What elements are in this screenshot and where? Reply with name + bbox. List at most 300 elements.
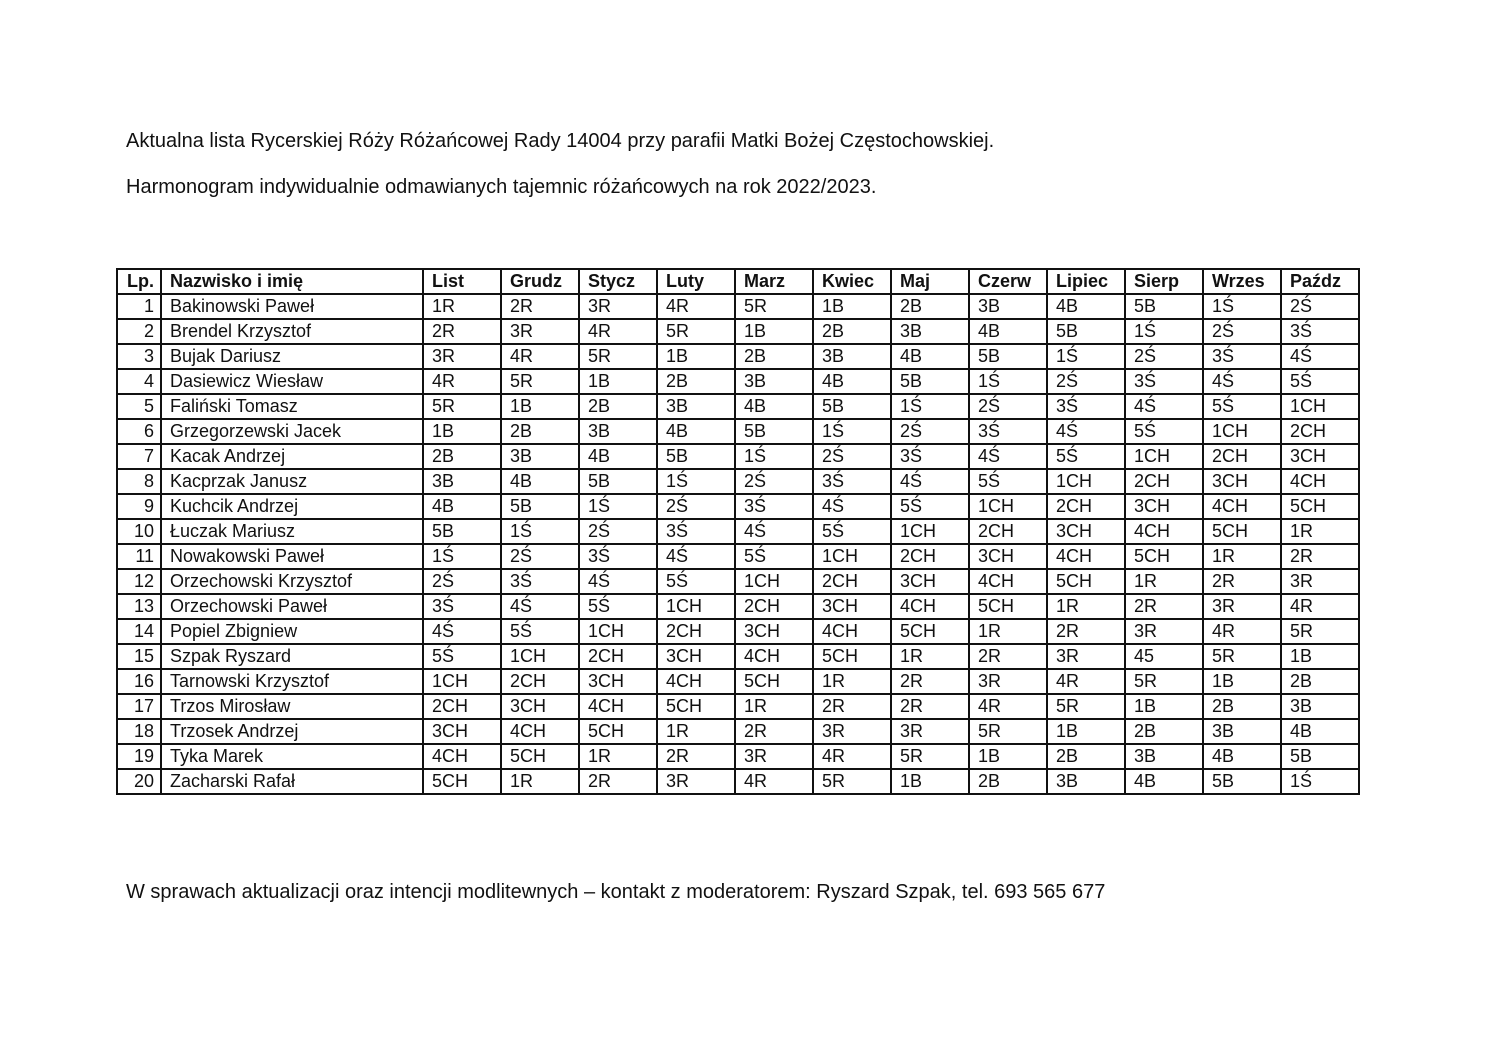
mystery-cell: 4R: [423, 369, 501, 394]
column-header: Paźdz: [1281, 269, 1359, 294]
table-body: [117, 294, 1359, 794]
mystery-cell: 4R: [1281, 594, 1359, 619]
mystery-cell: 5Ś: [813, 519, 891, 544]
mystery-cell: 5Ś: [423, 644, 501, 669]
member-name: Brendel Krzysztof: [161, 319, 423, 344]
mystery-cell: 2CH: [1203, 444, 1281, 469]
mystery-cell: 3B: [579, 419, 657, 444]
mystery-cell: 5CH: [1281, 494, 1359, 519]
mystery-cell: 5B: [657, 444, 735, 469]
mystery-cell: 5B: [735, 419, 813, 444]
mystery-cell: 45: [1125, 644, 1203, 669]
mystery-cell: 5B: [969, 344, 1047, 369]
table-row: [117, 344, 1359, 369]
mystery-cell: 3Ś: [501, 569, 579, 594]
table-row: [117, 469, 1359, 494]
mystery-cell: 3B: [1281, 694, 1359, 719]
table-row: [117, 294, 1359, 319]
mystery-cell: 2B: [891, 294, 969, 319]
mystery-cell: 2CH: [891, 544, 969, 569]
mystery-cell: 1B: [969, 744, 1047, 769]
mystery-cell: 5B: [813, 394, 891, 419]
mystery-cell: 5R: [1125, 669, 1203, 694]
mystery-cell: 1B: [1281, 644, 1359, 669]
mystery-cell: 3Ś: [1203, 344, 1281, 369]
mystery-cell: 2CH: [969, 519, 1047, 544]
mystery-cell: 4Ś: [657, 544, 735, 569]
member-name: Faliński Tomasz: [161, 394, 423, 419]
row-number: 7: [117, 444, 161, 469]
column-header: Lp.: [117, 269, 161, 294]
mystery-cell: 3R: [423, 344, 501, 369]
mystery-cell: 5R: [735, 294, 813, 319]
mystery-cell: 4Ś: [813, 494, 891, 519]
mystery-cell: 5CH: [657, 694, 735, 719]
mystery-cell: 1CH: [1203, 419, 1281, 444]
mystery-cell: 4CH: [969, 569, 1047, 594]
mystery-cell: 5R: [657, 319, 735, 344]
table-row: [117, 319, 1359, 344]
column-header: Marz: [735, 269, 813, 294]
mystery-cell: 1R: [657, 719, 735, 744]
mystery-cell: 2R: [1281, 544, 1359, 569]
row-number: 19: [117, 744, 161, 769]
mystery-cell: 5CH: [501, 744, 579, 769]
mystery-cell: 2B: [423, 444, 501, 469]
mystery-cell: 1Ś: [1281, 769, 1359, 794]
mystery-cell: 4B: [501, 469, 579, 494]
mystery-cell: 3R: [813, 719, 891, 744]
member-name: Kuchcik Andrzej: [161, 494, 423, 519]
mystery-cell: 3R: [579, 294, 657, 319]
mystery-cell: 1CH: [579, 619, 657, 644]
mystery-cell: 5R: [1203, 644, 1281, 669]
mystery-cell: 5B: [891, 369, 969, 394]
member-name: Bujak Dariusz: [161, 344, 423, 369]
mystery-cell: 5B: [579, 469, 657, 494]
mystery-cell: 2CH: [1281, 419, 1359, 444]
mystery-cell: 5CH: [423, 769, 501, 794]
mystery-cell: 1R: [969, 619, 1047, 644]
mystery-cell: 1R: [579, 744, 657, 769]
row-number: 17: [117, 694, 161, 719]
table-row: [117, 719, 1359, 744]
document-title: Aktualna lista Rycerskiej Róży Różańcowej Rady 14004 przy parafii Matki Bożej Częstochowskiej.: [126, 130, 995, 152]
mystery-cell: 4CH: [735, 644, 813, 669]
mystery-cell: 1CH: [969, 494, 1047, 519]
member-name: Kacprzak Janusz: [161, 469, 423, 494]
mystery-cell: 4B: [891, 344, 969, 369]
row-number: 11: [117, 544, 161, 569]
mystery-cell: 2B: [1047, 744, 1125, 769]
mystery-cell: 1R: [423, 294, 501, 319]
table-row: [117, 769, 1359, 794]
mystery-cell: 3CH: [423, 719, 501, 744]
mystery-cell: 1Ś: [1125, 319, 1203, 344]
mystery-cell: 4Ś: [423, 619, 501, 644]
mystery-cell: 1R: [1125, 569, 1203, 594]
mystery-cell: 1B: [579, 369, 657, 394]
column-header: Stycz: [579, 269, 657, 294]
mystery-cell: 3R: [735, 744, 813, 769]
mystery-cell: 1B: [735, 319, 813, 344]
document-subtitle: Harmonogram indywidualnie odmawianych tajemnic różańcowych na rok 2022/2023.: [126, 176, 877, 198]
row-number: 10: [117, 519, 161, 544]
table-header-row: [117, 269, 1359, 294]
mystery-cell: 1CH: [1047, 469, 1125, 494]
mystery-cell: 2R: [423, 319, 501, 344]
mystery-cell: 4Ś: [891, 469, 969, 494]
mystery-cell: 2Ś: [735, 469, 813, 494]
table-row: [117, 394, 1359, 419]
mystery-cell: 2CH: [423, 694, 501, 719]
mystery-cell: 2Ś: [969, 394, 1047, 419]
mystery-cell: 5R: [891, 744, 969, 769]
mystery-cell: 4R: [579, 319, 657, 344]
mystery-cell: 4B: [1125, 769, 1203, 794]
mystery-cell: 4CH: [1281, 469, 1359, 494]
mystery-cell: 4B: [1203, 744, 1281, 769]
mystery-cell: 2Ś: [501, 544, 579, 569]
mystery-cell: 5B: [1047, 319, 1125, 344]
mystery-cell: 5R: [579, 344, 657, 369]
mystery-cell: 2R: [501, 294, 579, 319]
row-number: 18: [117, 719, 161, 744]
mystery-cell: 5R: [1281, 619, 1359, 644]
mystery-cell: 5R: [813, 769, 891, 794]
mystery-cell: 5Ś: [891, 494, 969, 519]
member-name: Kacak Andrzej: [161, 444, 423, 469]
mystery-cell: 2Ś: [813, 444, 891, 469]
mystery-cell: 2R: [969, 644, 1047, 669]
mystery-cell: 3R: [1281, 569, 1359, 594]
mystery-cell: 4B: [969, 319, 1047, 344]
mystery-cell: 1Ś: [501, 519, 579, 544]
mystery-cell: 1Ś: [1047, 344, 1125, 369]
mystery-cell: 1R: [735, 694, 813, 719]
mystery-cell: 3R: [657, 769, 735, 794]
column-header: List: [423, 269, 501, 294]
table-row: [117, 369, 1359, 394]
column-header: Nazwisko i imię: [161, 269, 423, 294]
member-name: Tarnowski Krzysztof: [161, 669, 423, 694]
mystery-cell: 3Ś: [423, 594, 501, 619]
mystery-cell: 3Ś: [1047, 394, 1125, 419]
mystery-cell: 4CH: [501, 719, 579, 744]
mystery-cell: 1R: [891, 644, 969, 669]
mystery-cell: 5Ś: [1047, 444, 1125, 469]
row-number: 20: [117, 769, 161, 794]
member-name: Tyka Marek: [161, 744, 423, 769]
mystery-cell: 4B: [657, 419, 735, 444]
mystery-cell: 1CH: [423, 669, 501, 694]
mystery-cell: 3R: [1125, 619, 1203, 644]
table-row: [117, 569, 1359, 594]
mystery-cell: 2B: [1125, 719, 1203, 744]
mystery-cell: 3R: [1047, 644, 1125, 669]
mystery-cell: 1Ś: [423, 544, 501, 569]
mystery-cell: 3B: [423, 469, 501, 494]
mystery-cell: 4CH: [657, 669, 735, 694]
mystery-cell: 1R: [813, 669, 891, 694]
mystery-cell: 1Ś: [969, 369, 1047, 394]
mystery-cell: 2CH: [501, 669, 579, 694]
row-number: 12: [117, 569, 161, 594]
mystery-cell: 3B: [891, 319, 969, 344]
mystery-cell: 3Ś: [1125, 369, 1203, 394]
mystery-cell: 5Ś: [1125, 419, 1203, 444]
mystery-cell: 3Ś: [891, 444, 969, 469]
mystery-cell: 5R: [969, 719, 1047, 744]
mystery-cell: 3CH: [1203, 469, 1281, 494]
column-header: Maj: [891, 269, 969, 294]
mystery-cell: 4R: [657, 294, 735, 319]
mystery-cell: 1R: [1281, 519, 1359, 544]
contact-note: W sprawach aktualizacji oraz intencji modlitewnych – kontakt z moderatorem: Ryszard Szpak, tel. 693 565 677: [126, 881, 1106, 903]
row-number: 2: [117, 319, 161, 344]
table-row: [117, 644, 1359, 669]
mystery-cell: 3CH: [501, 694, 579, 719]
mystery-cell: 2CH: [1047, 494, 1125, 519]
mystery-cell: 4R: [969, 694, 1047, 719]
mystery-cell: 5Ś: [579, 594, 657, 619]
mystery-cell: 1CH: [1281, 394, 1359, 419]
mystery-cell: 1CH: [735, 569, 813, 594]
mystery-cell: 3CH: [891, 569, 969, 594]
mystery-cell: 2R: [579, 769, 657, 794]
member-name: Zacharski Rafał: [161, 769, 423, 794]
table-row: [117, 744, 1359, 769]
table-row: [117, 494, 1359, 519]
mystery-cell: 3Ś: [1281, 319, 1359, 344]
mystery-cell: 3B: [1047, 769, 1125, 794]
row-number: 16: [117, 669, 161, 694]
mystery-cell: 1B: [1203, 669, 1281, 694]
mystery-cell: 3R: [1203, 594, 1281, 619]
mystery-cell: 1Ś: [813, 419, 891, 444]
mystery-cell: 3R: [891, 719, 969, 744]
mystery-cell: 2B: [657, 369, 735, 394]
mystery-cell: 3Ś: [735, 494, 813, 519]
mystery-cell: 2CH: [813, 569, 891, 594]
mystery-cell: 3B: [1125, 744, 1203, 769]
member-name: Nowakowski Paweł: [161, 544, 423, 569]
mystery-cell: 2Ś: [579, 519, 657, 544]
row-number: 15: [117, 644, 161, 669]
mystery-cell: 1B: [501, 394, 579, 419]
mystery-cell: 2Ś: [1047, 369, 1125, 394]
mystery-cell: 4B: [423, 494, 501, 519]
mystery-cell: 2CH: [579, 644, 657, 669]
mystery-cell: 4CH: [813, 619, 891, 644]
mystery-cell: 4CH: [1203, 494, 1281, 519]
mystery-cell: 4R: [813, 744, 891, 769]
mystery-cell: 1B: [423, 419, 501, 444]
mystery-cell: 4Ś: [579, 569, 657, 594]
mystery-cell: 3Ś: [579, 544, 657, 569]
mystery-cell: 4Ś: [501, 594, 579, 619]
mystery-cell: 1Ś: [735, 444, 813, 469]
mystery-cell: 1B: [1125, 694, 1203, 719]
mystery-cell: 4R: [735, 769, 813, 794]
row-number: 13: [117, 594, 161, 619]
mystery-cell: 3CH: [657, 644, 735, 669]
mystery-cell: 4Ś: [1203, 369, 1281, 394]
member-name: Dasiewicz Wiesław: [161, 369, 423, 394]
mystery-cell: 1Ś: [657, 469, 735, 494]
mystery-cell: 4R: [1203, 619, 1281, 644]
row-number: 6: [117, 419, 161, 444]
mystery-cell: 2Ś: [1203, 319, 1281, 344]
mystery-cell: 3CH: [1281, 444, 1359, 469]
mystery-cell: 3R: [969, 669, 1047, 694]
mystery-cell: 5CH: [1125, 544, 1203, 569]
mystery-cell: 5B: [1203, 769, 1281, 794]
mystery-cell: 2Ś: [1125, 344, 1203, 369]
mystery-cell: 1CH: [501, 644, 579, 669]
member-name: Bakinowski Paweł: [161, 294, 423, 319]
table-row: [117, 694, 1359, 719]
column-header: Lipiec: [1047, 269, 1125, 294]
row-number: 14: [117, 619, 161, 644]
mystery-cell: 3B: [735, 369, 813, 394]
mystery-cell: 3B: [813, 344, 891, 369]
mystery-cell: 1B: [813, 294, 891, 319]
mystery-cell: 5Ś: [969, 469, 1047, 494]
mystery-cell: 5Ś: [501, 619, 579, 644]
mystery-cell: 3CH: [579, 669, 657, 694]
mystery-cell: 4CH: [891, 594, 969, 619]
mystery-cell: 2R: [1047, 619, 1125, 644]
mystery-cell: 2R: [813, 694, 891, 719]
mystery-cell: 4B: [1047, 294, 1125, 319]
mystery-cell: 4B: [735, 394, 813, 419]
table-row: [117, 519, 1359, 544]
mystery-cell: 5B: [1125, 294, 1203, 319]
mystery-cell: 2R: [891, 694, 969, 719]
mystery-cell: 4B: [1281, 719, 1359, 744]
rosary-schedule-table: [116, 268, 1360, 795]
mystery-cell: 1CH: [813, 544, 891, 569]
mystery-cell: 4R: [1047, 669, 1125, 694]
mystery-cell: 3B: [501, 444, 579, 469]
mystery-cell: 1CH: [1125, 444, 1203, 469]
member-name: Łuczak Mariusz: [161, 519, 423, 544]
mystery-cell: 3B: [657, 394, 735, 419]
member-name: Orzechowski Krzysztof: [161, 569, 423, 594]
mystery-cell: 4Ś: [1281, 344, 1359, 369]
mystery-cell: 1B: [657, 344, 735, 369]
mystery-cell: 4CH: [1125, 519, 1203, 544]
column-header: Wrzes: [1203, 269, 1281, 294]
mystery-cell: 2CH: [1125, 469, 1203, 494]
mystery-cell: 2B: [969, 769, 1047, 794]
mystery-cell: 4Ś: [1125, 394, 1203, 419]
row-number: 5: [117, 394, 161, 419]
mystery-cell: 5R: [1047, 694, 1125, 719]
mystery-cell: 2R: [735, 719, 813, 744]
mystery-cell: 1R: [1047, 594, 1125, 619]
mystery-cell: 5Ś: [657, 569, 735, 594]
mystery-cell: 3Ś: [813, 469, 891, 494]
mystery-cell: 1CH: [891, 519, 969, 544]
mystery-cell: 4Ś: [735, 519, 813, 544]
mystery-cell: 5CH: [735, 669, 813, 694]
mystery-cell: 3CH: [813, 594, 891, 619]
member-name: Popiel Zbigniew: [161, 619, 423, 644]
mystery-cell: 2CH: [735, 594, 813, 619]
mystery-cell: 3B: [1203, 719, 1281, 744]
mystery-cell: 2B: [579, 394, 657, 419]
mystery-cell: 3CH: [735, 619, 813, 644]
row-number: 3: [117, 344, 161, 369]
member-name: Szpak Ryszard: [161, 644, 423, 669]
mystery-cell: 5Ś: [1281, 369, 1359, 394]
mystery-cell: 4R: [501, 344, 579, 369]
mystery-cell: 5CH: [1203, 519, 1281, 544]
column-header: Luty: [657, 269, 735, 294]
member-name: Trzosek Andrzej: [161, 719, 423, 744]
column-header: Grudz: [501, 269, 579, 294]
mystery-cell: 1Ś: [1203, 294, 1281, 319]
mystery-cell: 2B: [1281, 669, 1359, 694]
mystery-cell: 1CH: [657, 594, 735, 619]
row-number: 1: [117, 294, 161, 319]
mystery-cell: 5R: [501, 369, 579, 394]
mystery-cell: 3CH: [1047, 519, 1125, 544]
mystery-cell: 2R: [1125, 594, 1203, 619]
mystery-cell: 5CH: [813, 644, 891, 669]
mystery-cell: 3B: [969, 294, 1047, 319]
table-row: [117, 544, 1359, 569]
mystery-cell: 5R: [423, 394, 501, 419]
mystery-cell: 2Ś: [1281, 294, 1359, 319]
mystery-cell: 2R: [1203, 569, 1281, 594]
mystery-cell: 1Ś: [891, 394, 969, 419]
mystery-cell: 2R: [891, 669, 969, 694]
column-header: Sierp: [1125, 269, 1203, 294]
table-row: [117, 619, 1359, 644]
mystery-cell: 2Ś: [891, 419, 969, 444]
mystery-cell: 3R: [501, 319, 579, 344]
mystery-cell: 4Ś: [1047, 419, 1125, 444]
mystery-cell: 4B: [579, 444, 657, 469]
mystery-cell: 2B: [501, 419, 579, 444]
mystery-cell: 1Ś: [579, 494, 657, 519]
mystery-cell: 4B: [813, 369, 891, 394]
mystery-cell: 4CH: [423, 744, 501, 769]
column-header: Kwiec: [813, 269, 891, 294]
mystery-cell: 4Ś: [969, 444, 1047, 469]
row-number: 9: [117, 494, 161, 519]
mystery-cell: 1R: [1203, 544, 1281, 569]
table-row: [117, 444, 1359, 469]
mystery-cell: 2R: [657, 744, 735, 769]
row-number: 8: [117, 469, 161, 494]
mystery-cell: 1B: [891, 769, 969, 794]
mystery-cell: 5CH: [579, 719, 657, 744]
mystery-cell: 5B: [1281, 744, 1359, 769]
mystery-cell: 3Ś: [657, 519, 735, 544]
mystery-cell: 3Ś: [969, 419, 1047, 444]
mystery-cell: 5B: [501, 494, 579, 519]
mystery-cell: 5CH: [1047, 569, 1125, 594]
member-name: Grzegorzewski Jacek: [161, 419, 423, 444]
mystery-cell: 1B: [1047, 719, 1125, 744]
member-name: Trzos Mirosław: [161, 694, 423, 719]
mystery-cell: 2Ś: [657, 494, 735, 519]
mystery-cell: 4CH: [579, 694, 657, 719]
